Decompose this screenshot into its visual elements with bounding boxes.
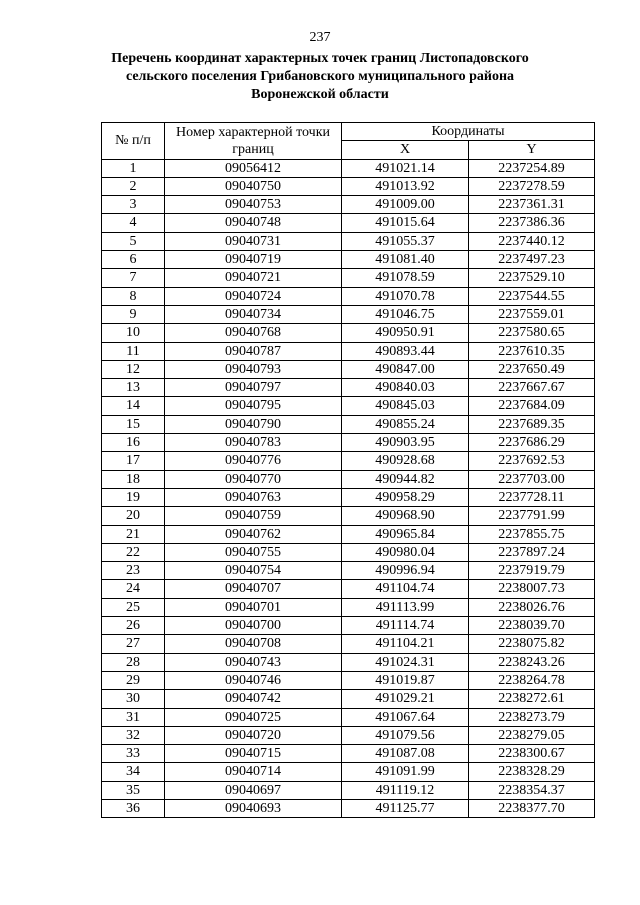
- x-coordinate-cell: 491015.64: [342, 214, 469, 232]
- y-coordinate-cell: 2237689.35: [469, 415, 595, 433]
- x-coordinate-cell: 491119.12: [342, 781, 469, 799]
- y-coordinate-cell: 2238354.37: [469, 781, 595, 799]
- y-coordinate-cell: 2238039.70: [469, 617, 595, 635]
- row-number-cell: 7: [102, 269, 165, 287]
- y-coordinate-cell: 2237650.49: [469, 360, 595, 378]
- table-row: [102, 269, 595, 287]
- point-number-cell: 09040768: [165, 324, 342, 342]
- table-row: [102, 617, 595, 635]
- point-number-cell: 09040697: [165, 781, 342, 799]
- row-number-cell: 27: [102, 635, 165, 653]
- y-coordinate-cell: 2237692.53: [469, 452, 595, 470]
- y-coordinate-cell: 2237559.01: [469, 305, 595, 323]
- x-coordinate-cell: 490958.29: [342, 488, 469, 506]
- y-coordinate-cell: 2237497.23: [469, 251, 595, 269]
- x-coordinate-cell: 491019.87: [342, 671, 469, 689]
- point-number-cell: 09040731: [165, 232, 342, 250]
- point-number-cell: 09040714: [165, 763, 342, 781]
- y-coordinate-cell: 2238300.67: [469, 745, 595, 763]
- table-row: [102, 726, 595, 744]
- x-coordinate-cell: 490944.82: [342, 470, 469, 488]
- y-coordinate-cell: 2237361.31: [469, 196, 595, 214]
- y-coordinate-cell: 2238264.78: [469, 671, 595, 689]
- table-row: [102, 525, 595, 543]
- y-coordinate-cell: 2237855.75: [469, 525, 595, 543]
- y-coordinate-cell: 2237667.67: [469, 379, 595, 397]
- x-coordinate-cell: 490980.04: [342, 543, 469, 561]
- point-number-cell: 09040783: [165, 434, 342, 452]
- x-coordinate-cell: 491067.64: [342, 708, 469, 726]
- y-coordinate-cell: 2237897.24: [469, 543, 595, 561]
- x-coordinate-cell: 491078.59: [342, 269, 469, 287]
- header-y: Y: [469, 141, 595, 159]
- x-coordinate-cell: 490965.84: [342, 525, 469, 543]
- point-number-cell: 09040719: [165, 251, 342, 269]
- row-number-cell: 6: [102, 251, 165, 269]
- table-row: [102, 488, 595, 506]
- table-row: [102, 653, 595, 671]
- point-number-cell: 09040742: [165, 690, 342, 708]
- row-number-cell: 32: [102, 726, 165, 744]
- table-row: [102, 690, 595, 708]
- row-number-cell: 17: [102, 452, 165, 470]
- page-number: 237: [309, 30, 331, 45]
- x-coordinate-cell: 490968.90: [342, 507, 469, 525]
- table-row: [102, 397, 595, 415]
- row-number-cell: 25: [102, 598, 165, 616]
- x-coordinate-cell: 491079.56: [342, 726, 469, 744]
- point-number-cell: 09040770: [165, 470, 342, 488]
- table-row: [102, 360, 595, 378]
- row-number-cell: 15: [102, 415, 165, 433]
- row-number-cell: 36: [102, 799, 165, 817]
- row-number-cell: 33: [102, 745, 165, 763]
- row-number-cell: 9: [102, 305, 165, 323]
- row-number-cell: 23: [102, 562, 165, 580]
- x-coordinate-cell: 491087.08: [342, 745, 469, 763]
- y-coordinate-cell: 2237703.00: [469, 470, 595, 488]
- x-coordinate-cell: 491046.75: [342, 305, 469, 323]
- x-coordinate-cell: 490847.00: [342, 360, 469, 378]
- table-row: [102, 415, 595, 433]
- table-row: [102, 781, 595, 799]
- y-coordinate-cell: 2237440.12: [469, 232, 595, 250]
- table-row: [102, 159, 595, 177]
- y-coordinate-cell: 2237278.59: [469, 177, 595, 195]
- x-coordinate-cell: 491009.00: [342, 196, 469, 214]
- point-number-cell: 09040708: [165, 635, 342, 653]
- y-coordinate-cell: 2237686.29: [469, 434, 595, 452]
- point-number-cell: 09040700: [165, 617, 342, 635]
- row-number-cell: 12: [102, 360, 165, 378]
- point-number-cell: 09040776: [165, 452, 342, 470]
- point-number-cell: 09040693: [165, 799, 342, 817]
- x-coordinate-cell: 490950.91: [342, 324, 469, 342]
- table-row: [102, 598, 595, 616]
- table-row: [102, 452, 595, 470]
- row-number-cell: 22: [102, 543, 165, 561]
- point-number-cell: 09040759: [165, 507, 342, 525]
- table-row: [102, 562, 595, 580]
- table-row: [102, 232, 595, 250]
- table-row: [102, 671, 595, 689]
- x-coordinate-cell: 491113.99: [342, 598, 469, 616]
- point-number-cell: 09040795: [165, 397, 342, 415]
- header-x: X: [342, 141, 469, 159]
- y-coordinate-cell: 2238272.61: [469, 690, 595, 708]
- x-coordinate-cell: 490845.03: [342, 397, 469, 415]
- point-number-cell: 09040746: [165, 671, 342, 689]
- point-number-cell: 09040753: [165, 196, 342, 214]
- y-coordinate-cell: 2238279.05: [469, 726, 595, 744]
- table-row: [102, 324, 595, 342]
- point-number-cell: 09040715: [165, 745, 342, 763]
- row-number-cell: 28: [102, 653, 165, 671]
- row-number-cell: 2: [102, 177, 165, 195]
- point-number-cell: 09040762: [165, 525, 342, 543]
- row-number-cell: 20: [102, 507, 165, 525]
- point-number-cell: 09040725: [165, 708, 342, 726]
- point-number-cell: 09040750: [165, 177, 342, 195]
- row-number-cell: 29: [102, 671, 165, 689]
- table-row: [102, 745, 595, 763]
- row-number-cell: 14: [102, 397, 165, 415]
- point-number-cell: 09040720: [165, 726, 342, 744]
- point-number-cell: 09040701: [165, 598, 342, 616]
- row-number-cell: 13: [102, 379, 165, 397]
- row-number-cell: 26: [102, 617, 165, 635]
- x-coordinate-cell: 490903.95: [342, 434, 469, 452]
- y-coordinate-cell: 2238243.26: [469, 653, 595, 671]
- x-coordinate-cell: 490855.24: [342, 415, 469, 433]
- point-number-cell: 09040724: [165, 287, 342, 305]
- header-number: № п/п: [102, 123, 165, 160]
- x-coordinate-cell: 491055.37: [342, 232, 469, 250]
- table-row: [102, 196, 595, 214]
- point-number-cell: 09040734: [165, 305, 342, 323]
- title-line-3: Воронежской области: [251, 87, 389, 102]
- x-coordinate-cell: 491024.31: [342, 653, 469, 671]
- point-number-cell: 09040748: [165, 214, 342, 232]
- point-number-cell: 09056412: [165, 159, 342, 177]
- y-coordinate-cell: 2238007.73: [469, 580, 595, 598]
- table-row: [102, 287, 595, 305]
- x-coordinate-cell: 491081.40: [342, 251, 469, 269]
- y-coordinate-cell: 2238075.82: [469, 635, 595, 653]
- table-row: [102, 543, 595, 561]
- row-number-cell: 34: [102, 763, 165, 781]
- x-coordinate-cell: 491013.92: [342, 177, 469, 195]
- table-row: [102, 507, 595, 525]
- row-number-cell: 5: [102, 232, 165, 250]
- x-coordinate-cell: 491021.14: [342, 159, 469, 177]
- table-row: [102, 635, 595, 653]
- table-row: [102, 799, 595, 817]
- row-number-cell: 18: [102, 470, 165, 488]
- point-number-cell: 09040790: [165, 415, 342, 433]
- y-coordinate-cell: 2238328.29: [469, 763, 595, 781]
- point-number-cell: 09040787: [165, 342, 342, 360]
- row-number-cell: 1: [102, 159, 165, 177]
- y-coordinate-cell: 2237919.79: [469, 562, 595, 580]
- table-row: [102, 580, 595, 598]
- row-number-cell: 11: [102, 342, 165, 360]
- y-coordinate-cell: 2237728.11: [469, 488, 595, 506]
- y-coordinate-cell: 2237254.89: [469, 159, 595, 177]
- row-number-cell: 8: [102, 287, 165, 305]
- point-number-cell: 09040754: [165, 562, 342, 580]
- table-row: [102, 214, 595, 232]
- point-number-cell: 09040797: [165, 379, 342, 397]
- x-coordinate-cell: 491104.74: [342, 580, 469, 598]
- row-number-cell: 21: [102, 525, 165, 543]
- row-number-cell: 10: [102, 324, 165, 342]
- y-coordinate-cell: 2237529.10: [469, 269, 595, 287]
- table-row: [102, 342, 595, 360]
- row-number-cell: 4: [102, 214, 165, 232]
- y-coordinate-cell: 2237386.36: [469, 214, 595, 232]
- y-coordinate-cell: 2237791.99: [469, 507, 595, 525]
- row-number-cell: 19: [102, 488, 165, 506]
- x-coordinate-cell: 491070.78: [342, 287, 469, 305]
- y-coordinate-cell: 2237684.09: [469, 397, 595, 415]
- row-number-cell: 30: [102, 690, 165, 708]
- coordinates-table: [101, 122, 595, 818]
- y-coordinate-cell: 2237544.55: [469, 287, 595, 305]
- row-number-cell: 3: [102, 196, 165, 214]
- table-row: [102, 379, 595, 397]
- y-coordinate-cell: 2238273.79: [469, 708, 595, 726]
- x-coordinate-cell: 490996.94: [342, 562, 469, 580]
- x-coordinate-cell: 490893.44: [342, 342, 469, 360]
- x-coordinate-cell: 491091.99: [342, 763, 469, 781]
- table-row: [102, 434, 595, 452]
- table-row: [102, 470, 595, 488]
- header-coordinates: Координаты: [342, 123, 595, 141]
- point-number-cell: 09040755: [165, 543, 342, 561]
- point-number-cell: 09040721: [165, 269, 342, 287]
- y-coordinate-cell: 2237610.35: [469, 342, 595, 360]
- title-line-2: сельского поселения Грибановского муниципального района: [125, 69, 515, 84]
- y-coordinate-cell: 2238026.76: [469, 598, 595, 616]
- point-number-cell: 09040707: [165, 580, 342, 598]
- point-number-cell: 09040793: [165, 360, 342, 378]
- row-number-cell: 24: [102, 580, 165, 598]
- x-coordinate-cell: 491104.21: [342, 635, 469, 653]
- x-coordinate-cell: 490928.68: [342, 452, 469, 470]
- x-coordinate-cell: 491125.77: [342, 799, 469, 817]
- table-row: [102, 251, 595, 269]
- point-number-cell: 09040763: [165, 488, 342, 506]
- y-coordinate-cell: 2237580.65: [469, 324, 595, 342]
- row-number-cell: 35: [102, 781, 165, 799]
- document-title: [90, 50, 550, 104]
- row-number-cell: 31: [102, 708, 165, 726]
- y-coordinate-cell: 2238377.70: [469, 799, 595, 817]
- point-number-cell: 09040743: [165, 653, 342, 671]
- table-row: [102, 305, 595, 323]
- x-coordinate-cell: 490840.03: [342, 379, 469, 397]
- table-row: [102, 763, 595, 781]
- x-coordinate-cell: 491029.21: [342, 690, 469, 708]
- title-line-1: Перечень координат характерных точек границ Листопадовского: [111, 51, 529, 66]
- table-row: [102, 177, 595, 195]
- header-point-number: Номер характерной точки границ: [165, 123, 342, 160]
- x-coordinate-cell: 491114.74: [342, 617, 469, 635]
- table-body: [102, 159, 595, 818]
- table-row: [102, 708, 595, 726]
- row-number-cell: 16: [102, 434, 165, 452]
